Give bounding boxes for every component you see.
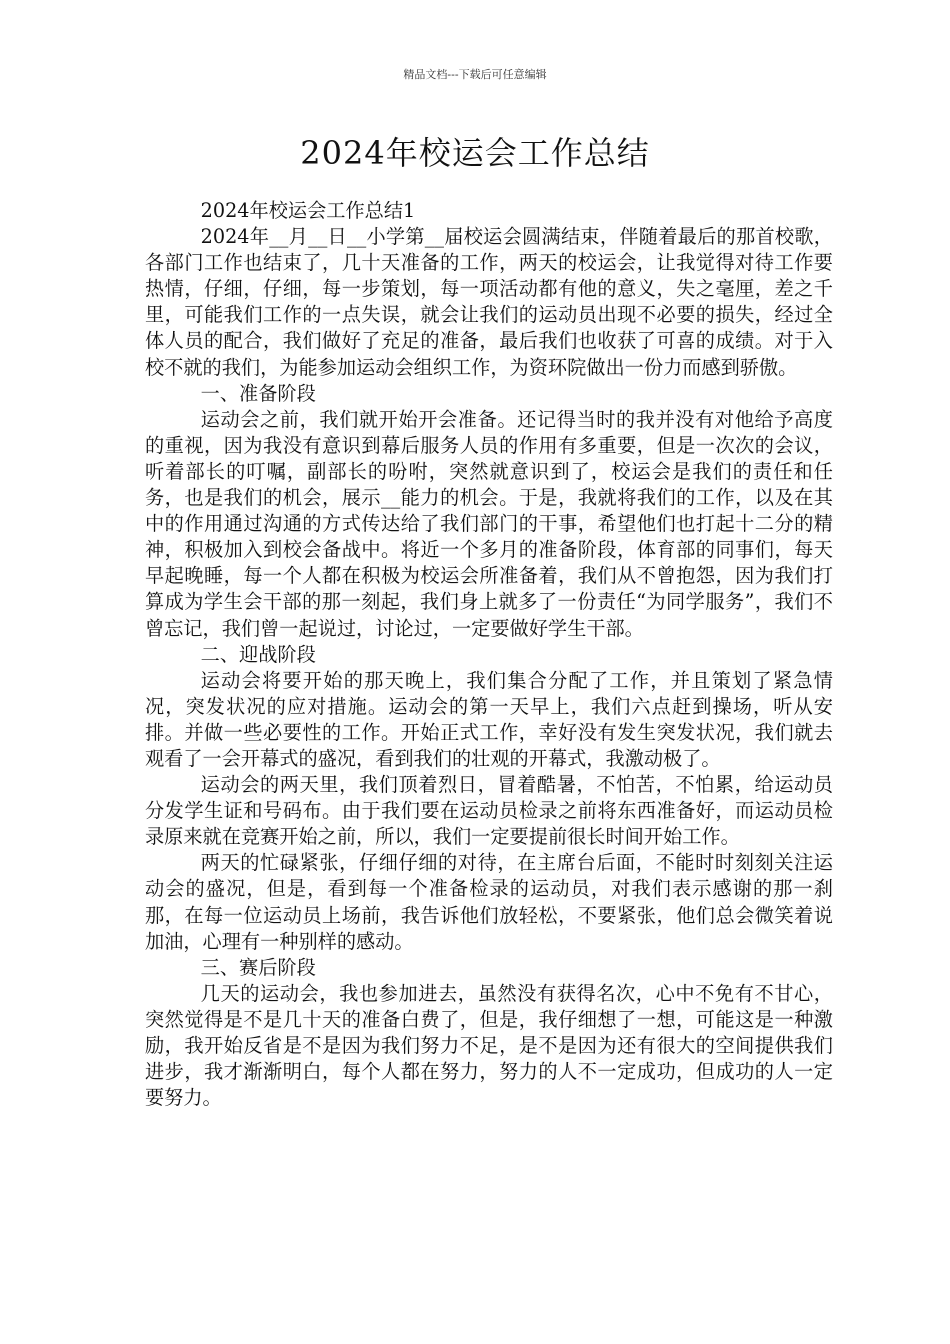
- section-heading-preparation: 一、准备阶段: [200, 381, 316, 405]
- section-heading-battle: 二、迎战阶段: [200, 642, 316, 666]
- document-body: [145, 198, 833, 1111]
- section-heading-after: 三、赛后阶段: [200, 955, 316, 979]
- paragraph-after: 几天的运动会，我也参加进去，虽然没有获得名次，心中不免有不甘心，突然觉得是不是几十天的准备白费了，但是，我仔细想了一想，可能这是一种激励，我开始反省是不是因为我们努力不足，是不是因为还有很大的空间提供我们进步，我才渐渐明白，每个人都在努力，努力的人不一定成功，但成功的人一定要努力。: [145, 981, 833, 1110]
- paragraph-battle-3: 两天的忙碌紧张，仔细仔细的对待，在主席台后面，不能时时刻刻关注运动会的盛况，但是，看到每一个准备检录的运动员，对我们表示感谢的那一刹那，在每一位运动员上场前，我告诉他们放轻松，不要紧张，他们总会微笑着说加油，心理有一种别样的感动。: [145, 851, 833, 953]
- document-title: 2024年校运会工作总结: [300, 134, 650, 172]
- paragraph-preparation: 运动会之前，我们就开始开会准备。还记得当时的我并没有对他给予高度的重视，因为我没有意识到幕后服务人员的作用有多重要，但是一次次的会议，听着部长的叮嘱，副部长的吩咐，突然就意识到了，校运会是我们的责任和任务，也是我们的机会，展示__能力的机会。于是，我就将我们的工作，以及在其中的作用通过沟通的方式传达给了我们部门的干事，希望他们也打起十二分的精神，积极加入到校会备战中。将近一个多月的准备阶段，体育部的同事们，每天早起晚睡，每一个人都在积极为校运会所准备着，我们从不曾抱怨，因为我们打算成为学生会干部的那一刻起，我们身上就多了一份责任“为同学服务”，我们不曾忘记，我们曾一起说过，讨论过，一定要做好学生干部。: [145, 407, 833, 640]
- header-note: 精品文档---下载后可任意编辑: [403, 68, 547, 81]
- paragraph-battle-1: 运动会将要开始的那天晚上，我们集合分配了工作，并且策划了紧急情况，突发状况的应对措施。运动会的第一天早上，我们六点赶到操场，听从安排。并做一些必要性的工作。开始正式工作，幸好没有发生突发状况，我们就去观看了一会开幕式的盛况，看到我们的壮观的开幕式，我激动极了。: [145, 668, 833, 770]
- document-subtitle: 2024年校运会工作总结1: [200, 199, 416, 222]
- paragraph-intro: 2024年__月__日__小学第__届校运会圆满结束，伴随着最后的那首校歌，各部门工作也结束了，几十天准备的工作，两天的校运会，让我觉得对待工作要热情，仔细，仔细，每一步策划，每一项活动都有他的意义，失之毫厘，差之千里，可能我们工作的一点失误，就会让我们的运动员出现不必要的损失，经过全体人员的配合，我们做好了充足的准备，最后我们也收获了可喜的成绩。对于入校不就的我们，为能参加运动会组织工作，为资环院做出一份力而感到骄傲。: [145, 225, 833, 379]
- paragraph-battle-2: 运动会的两天里，我们顶着烈日，冒着酷暑，不怕苦，不怕累，给运动员分发学生证和号码布。由于我们要在运动员检录之前将东西准备好，而运动员检录原来就在竞赛开始之前，所以，我们一定要提前很长时间开始工作。: [145, 773, 833, 849]
